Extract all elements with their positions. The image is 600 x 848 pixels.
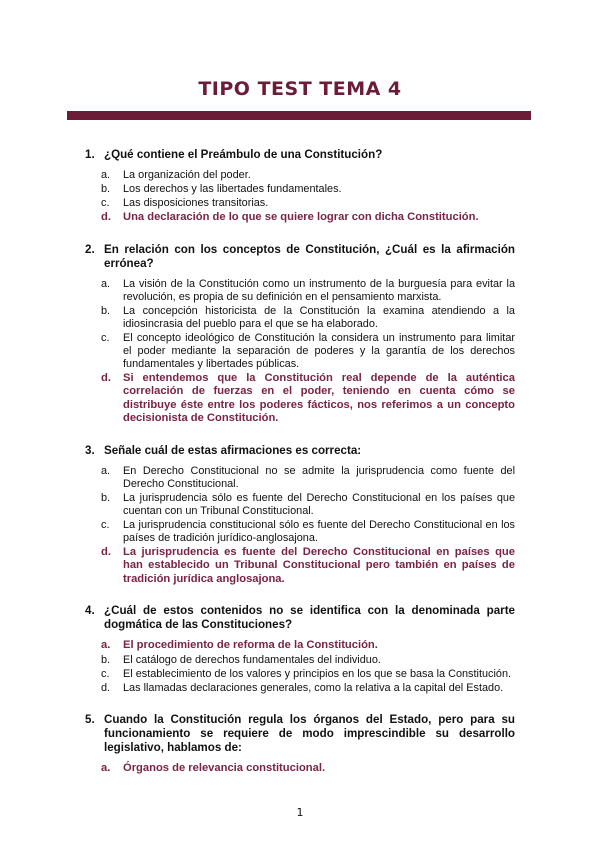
question-text: En relación con los conceptos de Constitución, ¿Cuál es la afirmación errónea?	[104, 242, 515, 270]
option-text: Las llamadas declaraciones generales, como la relativa a la capital del Estado.	[123, 681, 504, 694]
question-heading	[85, 604, 515, 632]
option-letter: c.	[101, 331, 110, 344]
option-text: Los derechos y las libertades fundamentales.	[123, 183, 342, 195]
option-list	[85, 169, 515, 225]
question-number: 4.	[85, 604, 95, 617]
option-letter: d.	[101, 681, 111, 694]
option-letter: b.	[101, 491, 111, 504]
question-heading	[85, 148, 515, 162]
option-text: En Derecho Constitucional no se admite la jurisprudencia como fuente del Derecho Constitucional.	[123, 464, 515, 490]
option-text: La visión de la Constitución como un instrumento de la burguesía para evitar la revolución, es propia de su definición en el pensamiento marxista.	[123, 277, 515, 303]
question-4	[85, 604, 515, 695]
question-text: ¿Qué contiene el Preámbulo de una Constitución?	[104, 148, 383, 161]
option-text: Órganos de relevancia constitucional.	[123, 761, 326, 774]
answer-option	[85, 183, 515, 196]
option-text: Las disposiciones transitorias.	[123, 197, 269, 209]
answer-option	[85, 654, 515, 667]
option-letter: d.	[101, 371, 111, 384]
option-text: La jurisprudencia sólo es fuente del Derecho Constitucional en los países que cuentan con un Tribunal Constitucional.	[123, 491, 515, 517]
answer-option	[85, 332, 515, 371]
question-3	[85, 444, 515, 587]
option-letter: c.	[101, 518, 110, 531]
option-list	[85, 639, 515, 695]
option-letter: a.	[101, 761, 111, 774]
option-text: El establecimiento de los valores y principios en los que se basa la Constitución.	[123, 667, 512, 680]
option-text: El catálogo de derechos fundamentales del individuo.	[123, 653, 381, 666]
option-text: La organización del poder.	[123, 169, 251, 181]
option-text: El procedimiento de reforma de la Constitución.	[123, 639, 378, 651]
question-2	[85, 243, 515, 426]
question-number: 2.	[85, 242, 95, 256]
question-text: Cuando la Constitución regula los órganos del Estado, pero para su funcionamiento se requiere de modo imprescindible su desarrollo legislativo, hablamos de:	[104, 712, 515, 754]
question-text: Señale cuál de estas afirmaciones es correcta:	[104, 443, 362, 457]
option-letter: a.	[101, 169, 111, 181]
answer-option	[85, 682, 515, 695]
question-1	[85, 148, 515, 225]
title-divider-bar	[67, 111, 531, 120]
option-letter: b.	[101, 304, 111, 317]
answer-option	[85, 278, 515, 304]
answer-option	[85, 197, 515, 210]
answer-option	[85, 169, 515, 182]
option-text: La jurisprudencia es fuente del Derecho Constitucional en países que han establecido un Tribunal Constitucional pero también en países de tradición jurídica anglosajona.	[123, 545, 515, 585]
question-number: 1.	[85, 148, 95, 161]
option-letter: b.	[101, 183, 111, 195]
answer-option-correct	[85, 639, 515, 653]
answer-option-correct	[85, 762, 515, 776]
option-list	[85, 762, 515, 776]
option-text: La jurisprudencia constitucional sólo es fuente del Derecho Constitucional en los países de tradición jurídico-anglosajona.	[123, 518, 515, 544]
question-list	[85, 148, 515, 793]
answer-option	[85, 305, 515, 331]
option-letter: b.	[101, 653, 111, 666]
answer-option	[85, 492, 515, 518]
option-text: Si entendemos que la Constitución real depende de la auténtica correlación de fuerzas en el poder, teniendo en cuenta cómo se distribuye éste entre los poderes fácticos, nos referimos a un concepto decisionista de Constitución.	[123, 371, 515, 424]
question-heading	[85, 243, 515, 271]
option-letter: d.	[101, 211, 111, 223]
page-number: 1	[296, 806, 304, 819]
option-text: Una declaración de lo que se quiere lograr con dicha Constitución.	[123, 211, 479, 223]
option-letter: a.	[101, 464, 111, 477]
answer-option-correct	[85, 211, 515, 225]
answer-option-correct	[85, 372, 515, 426]
question-number: 3.	[85, 443, 95, 457]
option-letter: d.	[101, 545, 111, 558]
option-list	[85, 278, 515, 426]
question-heading	[85, 713, 515, 755]
answer-option	[85, 519, 515, 545]
page-title: TIPO TEST TEMA 4	[198, 78, 402, 100]
option-text: La concepción historicista de la Constitución la examina atendiendo a la idiosincrasia del pueblo para el que se ha elaborado.	[123, 304, 515, 330]
question-heading	[85, 444, 515, 458]
answer-option-correct	[85, 546, 515, 587]
answer-option	[85, 668, 515, 681]
question-text: ¿Cuál de estos contenidos no se identifica con la denominada parte dogmática de las Constituciones?	[104, 604, 515, 631]
option-text: El concepto ideológico de Constitución la considera un instrumento para limitar el poder mediante la separación de poderes y la garantía de los derechos fundamentales y libertades públicas.	[123, 331, 515, 370]
option-letter: c.	[101, 197, 110, 209]
question-5	[85, 713, 515, 776]
option-list	[85, 465, 515, 587]
option-letter: a.	[101, 639, 111, 651]
answer-option	[85, 465, 515, 491]
question-number: 5.	[85, 712, 95, 726]
option-letter: c.	[101, 667, 110, 680]
option-letter: a.	[101, 277, 111, 290]
